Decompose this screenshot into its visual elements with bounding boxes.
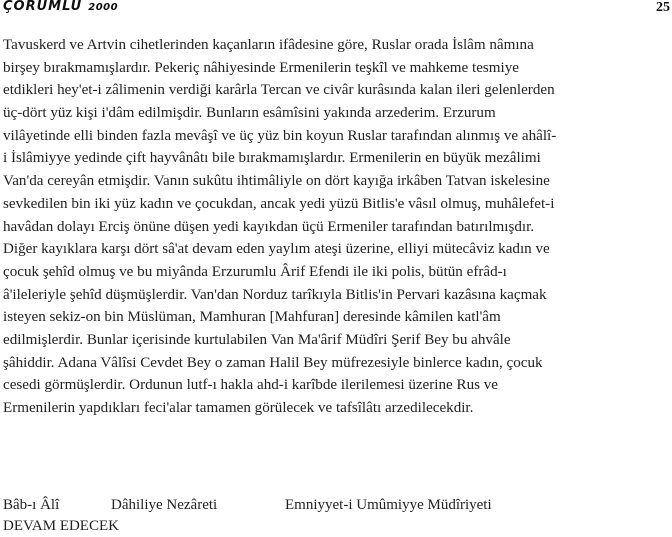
- signature-dahiliye-nezareti: Dâhiliye Nezâreti: [111, 497, 218, 513]
- text-line: Van'da cereyân etmişdir. Vanın sukûtu ihtimâliyle on dört kayığa irkâben Tatvan iskelesine: [3, 173, 550, 190]
- publication-logo: [3, 0, 118, 14]
- text-line: sevkedilen bin iki yüz kadın ve çocukdan, ancak yedi yüzü Bitlis'e vâsıl olmuş, muhâlefet-i: [3, 195, 555, 212]
- text-line: Ermenilerin yapdıkları feci'alar tamamen görülecek ve tafsîlâtı arzedilecekdir.: [3, 400, 474, 416]
- text-line: isteyen sekiz-on bin Müslüman, Mamhuran [Mahfuran] deresinde kâmilen katl'âm: [3, 309, 501, 326]
- text-line: havâdan dolayı Erciş önüne düşen yedi kayıkdan üçü Ermeniler tarafından batırılmışdır.: [3, 218, 535, 235]
- text-line: Diğer kayıklara karşı dört sâ'at devam eden yaylım ateşi üzerine, elliyi mütecâviz kadın ve: [3, 241, 550, 258]
- page-number: 25: [656, 0, 670, 15]
- text-line: çocuk şehîd olmuş ve bu miyânda Erzurumlu Ârif Efendi ile iki polis, bütün efrâd-ı: [3, 263, 507, 280]
- signature-row: [3, 495, 671, 516]
- signature-bab-i-ali: Bâb-ı Âlî: [3, 497, 60, 513]
- document-footer: [3, 495, 671, 537]
- logo-text: ÇORUMLU: [3, 0, 83, 14]
- text-line: vilâyetinde elli binden fazla mevâşî ve üç yüz bin koyun Ruslar tarafından alınmış ve ahâlî-: [3, 127, 557, 144]
- text-line: üç-dört yüz kişi i'dâm edilmişdir. Bunların esâmîsini yakında arzederim. Erzurum: [3, 105, 496, 122]
- text-line: â'ileleriyle şehîd düşmüşlerdir. Van'dan Norduz tarîkıyla Bitlis'in Pervari kazâsına kaçmak: [3, 286, 547, 303]
- continued-notice: DEVAM EDECEK: [3, 518, 119, 534]
- text-line: cesedi görmüşlerdir. Ordunun lutf-ı hakla ahd-i karîbde ilerilemesi üzerine Rus ve: [3, 377, 499, 394]
- text-line: Tavuskerd ve Artvin cihetlerinden kaçanların ifâdesine göre, Ruslar orada İslâm nâmına: [3, 37, 534, 53]
- text-line: şâhiddir. Adana Vâlîsi Cevdet Bey o zaman Halil Bey müfrezesiyle binlerce kadın, çocuk: [3, 354, 543, 371]
- logo-year: 2000: [88, 2, 119, 13]
- body-paragraph: [3, 34, 671, 420]
- signature-emniyyet-mudiriyeti: Emniyyet-i Umûmiyye Müdîriyeti: [285, 497, 492, 513]
- text-line: birşey bırakmamışlardır. Pekeriç nâhiyesinde Ermenilerin teşkîl ve mahkeme tesmiye: [3, 59, 519, 76]
- text-line: edilmişlerdir. Bunlar içerisinde kurtulabilen Van Ma'ârif Müdîri Şerif Bey bu ahvâle: [3, 331, 511, 348]
- text-line: etdikleri hey'et-i zâlimenin verdiği karârla Tercan ve civâr kurâsında kalan ileri gelenlerden: [3, 82, 555, 99]
- text-line: i İslâmiyye yedinde çift hayvânâtı bile bırakmamışlardır. Ermenilerin en büyük mezâlimi: [3, 150, 541, 167]
